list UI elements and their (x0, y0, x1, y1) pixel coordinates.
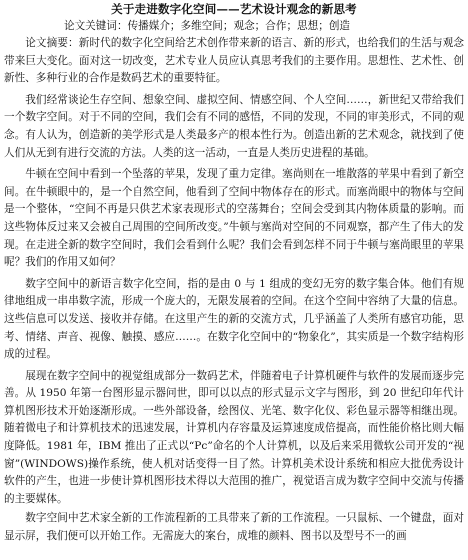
article-title: 关于走进数字化空间——艺术设计观念的新思考 (111, 2, 357, 16)
article-keywords: 论文关键词：传播媒介；多维空间；观念；合作；思想；创造 (64, 20, 351, 32)
body-paragraph: 我们经常谈论生存空间、想象空间、虚拟空间、情感空间、个人空间……，新世纪又带给我们一个数字空间。对于不同的空间，我们会有不同的感悟，不同的发现，不同的审美形式，不同的观念。有人认为，创造新的美学形式是人类最多产的根本性行为。创造出新的艺术观念，就找到了使人们从无到有进行交流的方法。人类的这一活动，一直是人类历史进程的基础。 (4, 93, 464, 159)
body-paragraph: 展现在数字空间中的视觉组成部分一数码艺术，伴随着电子计算机硬件与软件的发展而逐步完善。从 1950 年第一台图形显示器问世，即可以以点的形式显示文字与图形，到 20 世纪印年代计算机图形技术开始逐渐形成。一些外部设备，绘图仪、光笔、数字化仪、彩色显示器等相继出现。随着微电子和计算机技术的迅速发展，计算机内存容量及运算速度成倍提高，而性能价格比则大幅度降低。1981 年，IBM 推出了正式以“Pc”命名的个人计算机，以及后来采用微软公司开发的“视窗”(WINDOWS)操作系统，使人机对话变得一目了然。计算机美术设计系统和相应大批优秀设计软件的产生，也进一步使计算机图形技术得以大范围的推广，视觉语言成为数字空间中交流与传播的主要媒体。 (4, 369, 464, 505)
body-paragraph: 数字空间中的新语言数字化空间，指的是由 0 与 1 组成的变幻无穷的数字集合体。他们有规律地组成一串串数字流，形成一个庞大的，无限发展着的空间。在这个空间中容纳了大量的信息。这些信息可以发送、接收并存储。在这里产生的新的交流方式，几乎涵盖了人类所有感官功能，思考、情绪、声音、视像、触摸、感应……。在数字化空间中的“物象化”，其实质是一个数字结构形成的过程。 (4, 277, 464, 361)
abstract-paragraph: 论文摘要：新时代的数字化空间给艺术创作带来新的语言、新的形式，也给我们的生活与观念带来巨大变化。面对这一切改变，艺术专业人员应认真思考我们的主要作用。思想性、艺术性、创新性、多种行业的合作是数码艺术的重要特征。 (4, 37, 464, 85)
body-paragraph: 牛顿在空间中看到一个坠落的苹果，发现了重力定律。塞尚则在一堆散落的苹果中看到了新空间。在牛顿眼中的，是一个自然空间，他看到了空间中物体存在的形式。而塞尚眼中的物体与空间是一个整体，“空间不再是只供艺术家表现形式的空荡舞台；空间会受到其内物体质量的影响。而这些物体反过来又会被自己周围的空间所改变。”牛顿与塞尚对空间的不同观察，都产生了伟大的发现。在走进全新的数字空间时，我们会看到什么呢？我们会看到怎样不同于牛顿与塞尚眼里的苹果呢？我们的作用又如何？ (4, 168, 464, 269)
document-page (4, 2, 464, 560)
body-paragraph: 数字空间中艺术家全新的工作流程新的工具带来了新的工作流程。一只鼠标、一个键盘，面对显示屏，我们便可以开始工作。无需庞大的案台，成堆的颜料、图书以及型号不一的画 (4, 512, 464, 543)
